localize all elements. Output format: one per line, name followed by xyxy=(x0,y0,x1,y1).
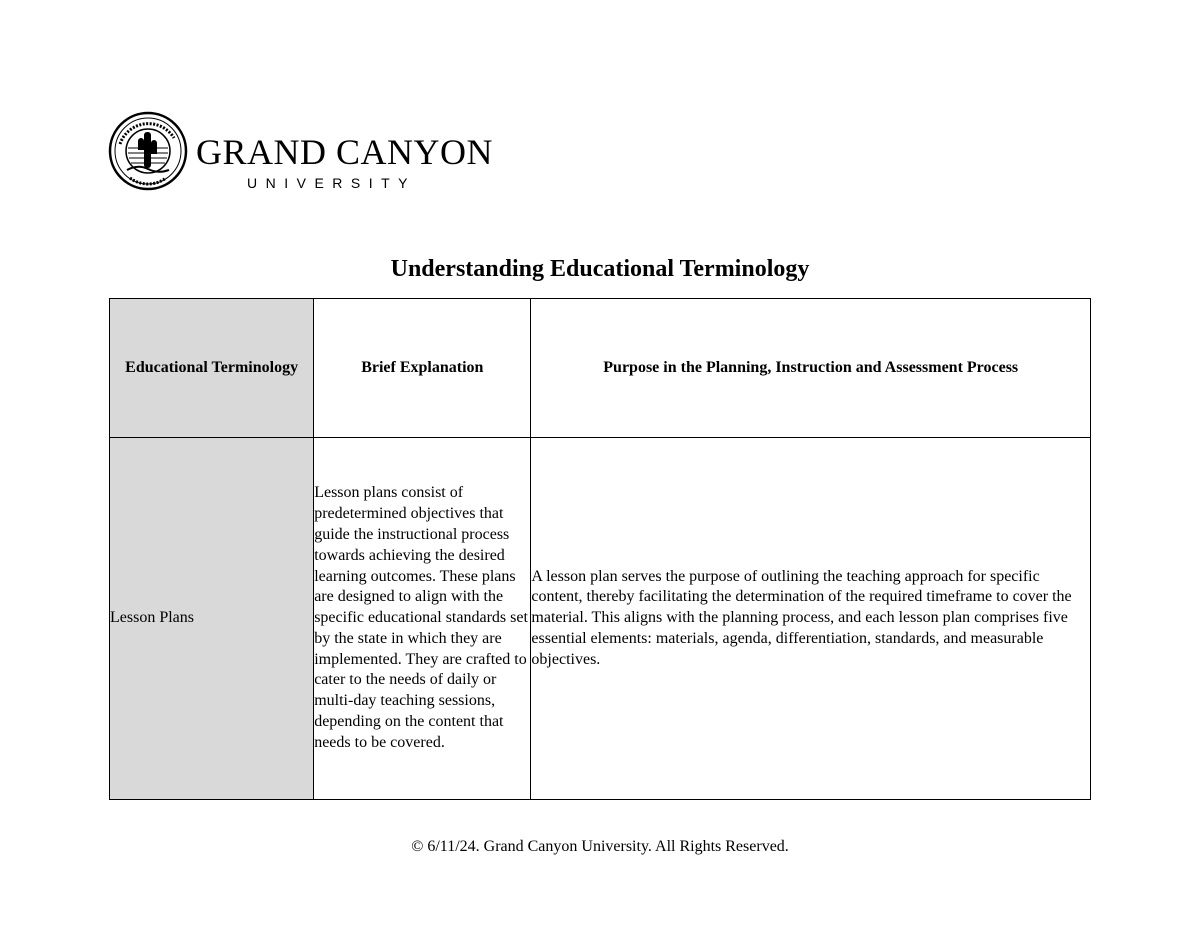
copyright-footer: © 6/11/24. Grand Canyon University. All Rights Reserved. xyxy=(411,838,789,855)
terminology-table xyxy=(109,298,1091,800)
table-row xyxy=(110,438,1091,800)
purpose-cell: A lesson plan serves the purpose of outlining the teaching approach for specific content, thereby facilitating the determination of the required timeframe to cover the material. This aligns with the planning process, and each lesson plan comprises five essential elements: materials, agenda, differentiation, standards, and measurable objectives. xyxy=(531,438,1091,800)
logo-subtitle: UNIVERSITY xyxy=(247,175,417,191)
university-logo xyxy=(108,108,494,194)
header-brief-explanation: Brief Explanation xyxy=(314,299,531,438)
term-cell: Lesson Plans xyxy=(110,438,314,800)
university-seal-icon xyxy=(108,108,188,194)
header-purpose: Purpose in the Planning, Instruction and Assessment Process xyxy=(531,299,1091,438)
logo-wordmark: GRAND CANYON xyxy=(196,132,494,172)
document-title: Understanding Educational Terminology xyxy=(390,256,810,282)
header-educational-terminology: Educational Terminology xyxy=(110,299,314,438)
table-header-row xyxy=(110,299,1091,438)
brief-explanation-cell: Lesson plans consist of predetermined objectives that guide the instructional process towards achieving the desired learning outcomes. These plans are designed to align with the specific educational standards set by the state in which they are implemented. They are crafted to cater to the needs of daily or multi-day teaching sessions, depending on the content that needs to be covered. xyxy=(314,438,531,800)
